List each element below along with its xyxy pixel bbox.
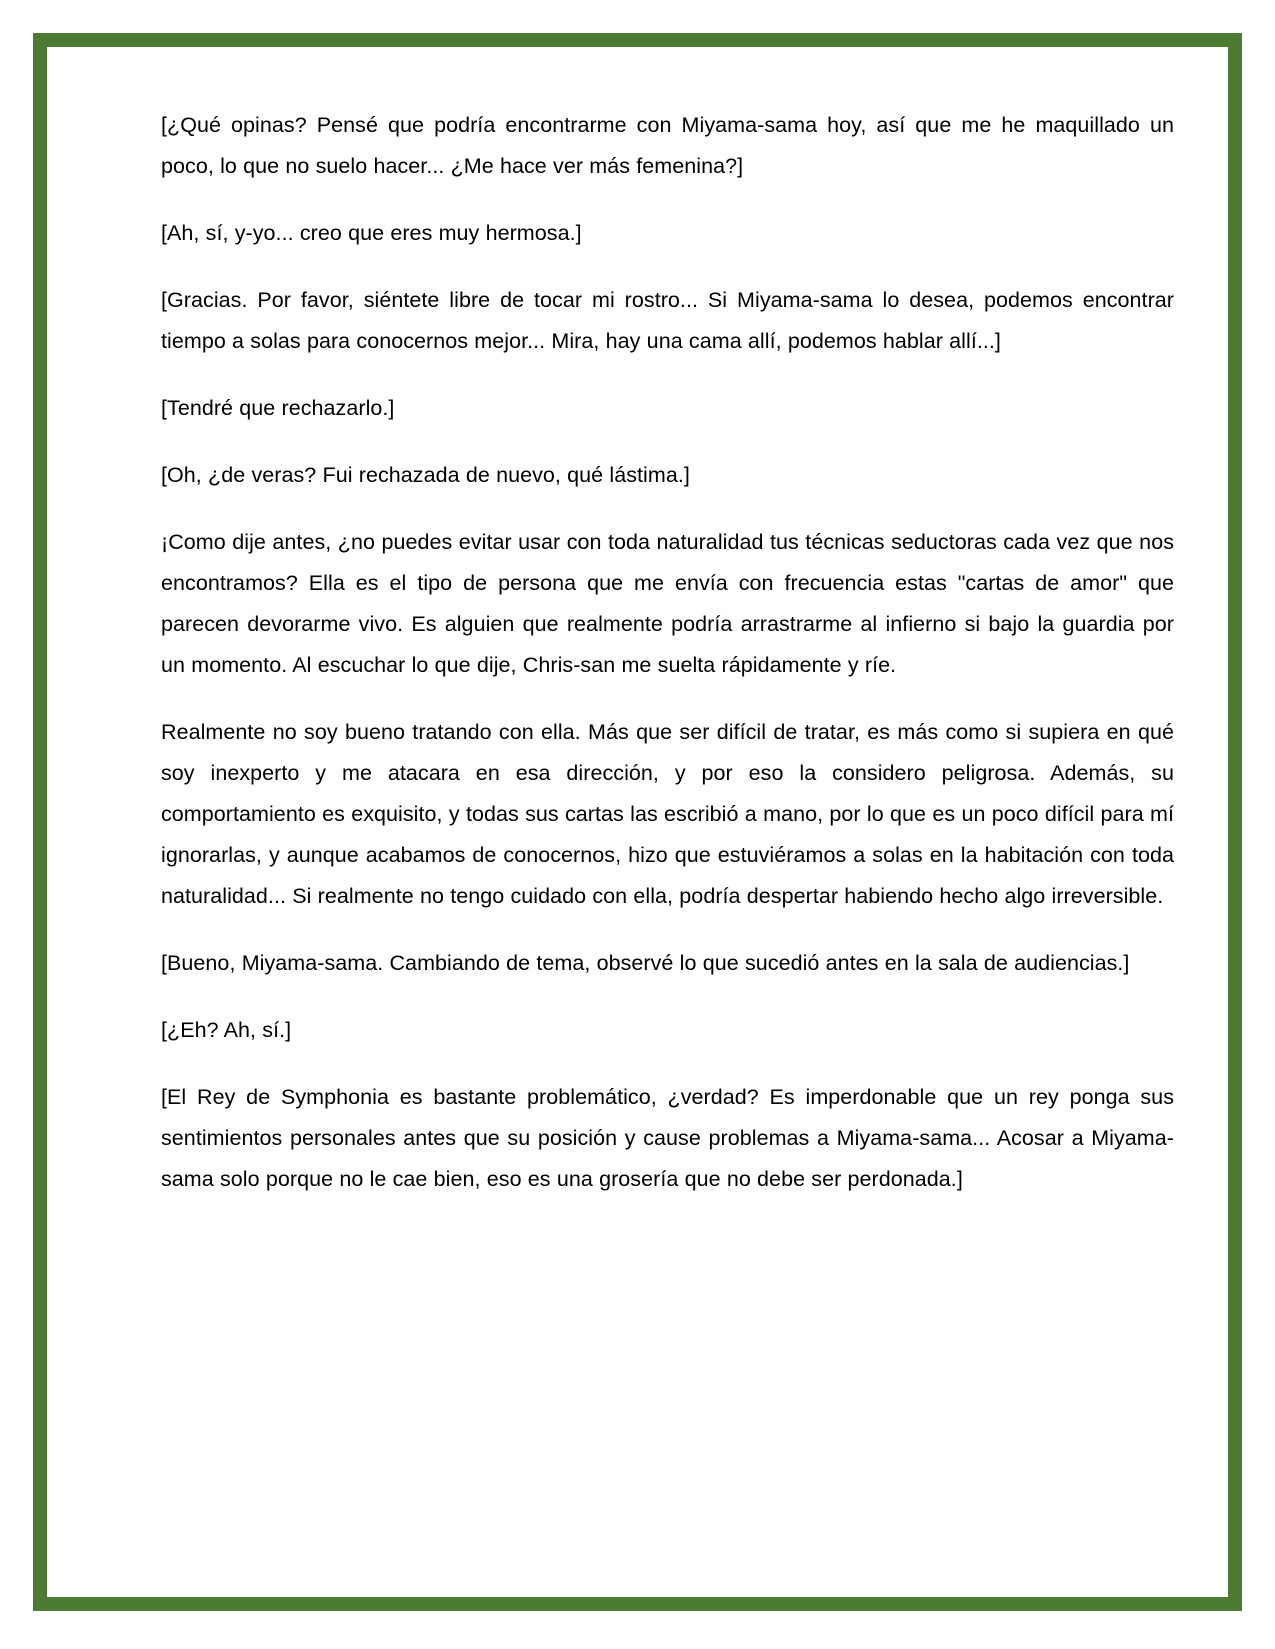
paragraph-dialogue-eh-ah-si: [¿Eh? Ah, sí.]	[161, 1018, 292, 1042]
paragraph-dialogue-decline: [Tendré que rechazarlo.]	[161, 396, 395, 420]
paragraph-narration-dangerous-woman: Realmente no soy bueno tratando con ella. Más que ser difícil de tratar, es más como si supiera en qué soy inexperto y me atacara en esa dirección, y por eso la considero peligrosa. Además, su comportamiento es exquisito, y todas sus cartas las escribió a mano, por lo que es un poco difícil para mí ignorarlas, y aunque acabamos de conocernos, hizo que estuviéramos a solas en la habitación con toda naturalidad... Si realmente no tengo cuidado con ella, podría despertar habiendo hecho algo irreversible.	[161, 720, 1174, 908]
paragraph-dialogue-reply-beautiful: [Ah, sí, y-yo... creo que eres muy hermosa.]	[161, 221, 582, 245]
paragraph-narration-seduction-techniques: ¡Como dije antes, ¿no puedes evitar usar con toda naturalidad tus técnicas seductoras cada vez que nos encontramos? Ella es el tipo de persona que me envía con frecuencia estas "cartas de amor" que parecen devorarme vivo. Es alguien que realmente podría arrastrarme al infierno si bajo la guardia por un momento. Al escuchar lo que dije, Chris-san me suelta rápidamente y ríe.	[161, 530, 1174, 677]
paragraph-dialogue-touch-face: [Gracias. Por favor, siéntete libre de tocar mi rostro... Si Miyama-sama lo desea, podemos encontrar tiempo a solas para conocernos mejor... Mira, hay una cama allí, podemos hablar allí...]	[161, 288, 1174, 353]
paragraph-dialogue-king-symphonia: [El Rey de Symphonia es bastante problemático, ¿verdad? Es imperdonable que un rey ponga sus sentimientos personales antes que su posición y cause problemas a Miyama-sama... Acosar a Miyama-sama solo porque no le cae bien, eso es una grosería que no debe ser perdonada.]	[161, 1085, 1174, 1191]
paragraph-dialogue-rejected-again: [Oh, ¿de veras? Fui rechazada de nuevo, qué lástima.]	[161, 463, 690, 487]
page-border-frame	[33, 33, 1242, 1611]
paragraph-dialogue-changing-subject: [Bueno, Miyama-sama. Cambiando de tema, observé lo que sucedió antes en la sala de audiencias.]	[161, 951, 1130, 975]
document-body	[47, 47, 1228, 1597]
paragraph-dialogue-chris-makeup: [¿Qué opinas? Pensé que podría encontrarme con Miyama-sama hoy, así que me he maquillado un poco, lo que no suelo hacer... ¿Me hace ver más femenina?]	[161, 113, 1174, 178]
